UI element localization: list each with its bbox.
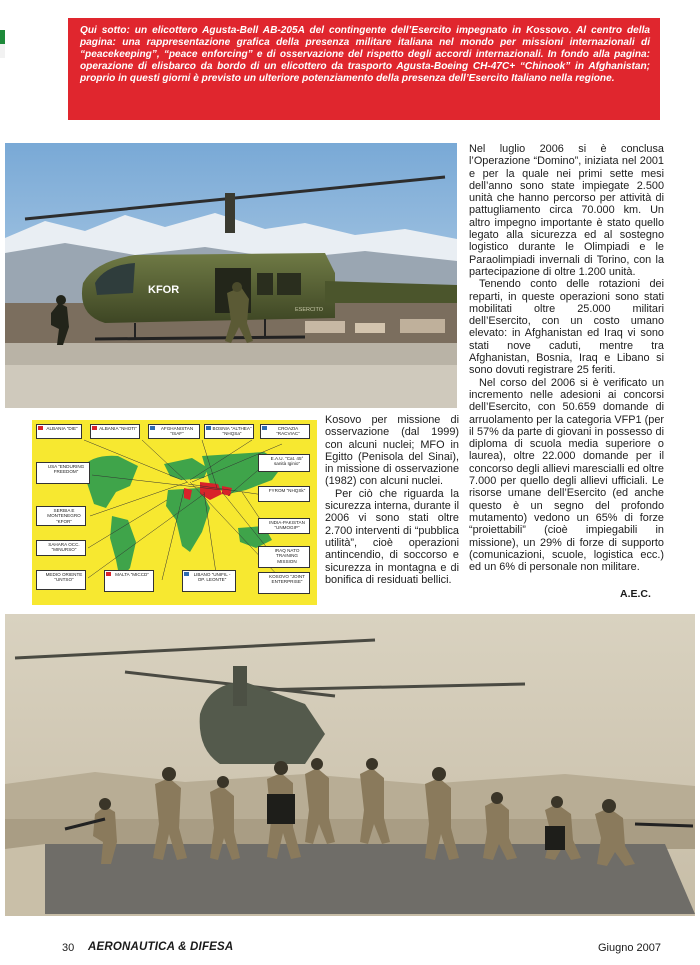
map-label-kosovo-joint-enterprise: KOSOVO “JOINT ENTERPRISE” <box>258 572 310 594</box>
map-label-albania-die: ALBANIA “DIE” <box>36 424 82 439</box>
map-label-albania-nhoti: ALBANIA “NHOTI” <box>90 424 140 439</box>
issue-date: Giugno 2007 <box>598 942 661 954</box>
right-text-column <box>469 143 664 573</box>
mid-paragraph: Per ciò che riguarda la sicurezza interna, durante il 2006 vi sono stati oltre 2.700 interventi di “pubblica utilità”, cioè operazioni antincendio, di soccorso e sicurezza in montagna e di bonifica di residuati bellici. <box>325 487 459 586</box>
esercito-marking: ESERCITO <box>295 307 324 313</box>
map-label-bosnia-althea: BOSNIA “ALTHEA” “NHQSa” <box>204 424 254 439</box>
page-number: 30 <box>62 942 75 954</box>
right-paragraph: Tenendo conto delle rotazioni dei reparti, in queste operazioni sono stati mobilitati oltre 25.000 militari dell’Esercito, con un costo umano elevato: in Afghanistan ed Iraq vi sono stati nove caduti, mentre tra Afghanistan, Bosnia, Iraq e Libano si sono dovuti registrare 25 feriti. <box>469 278 664 377</box>
author-signature: A.E.C. <box>620 588 651 600</box>
right-paragraph: Nel luglio 2006 si è conclusa l’Operazione “Domino”, iniziata nel 2001 e per la quale nei primi sette mesi dell’anno sono state impiegate 2.500 unità che hanno percorso per attività di pattugliamento circa 70.000 km. Un altro impegno importante è stato quello legato alla sicurezza ed al sostegno logistico durante le Olimpiadi e le Paraolimpiadi invernali di Torino, con la partecipazione di oltre 1.200 unità. <box>469 143 664 278</box>
map-label-eau: E.A.U. “Cat. 45° sanità Iginio” <box>258 454 310 472</box>
map-label-sahara-minurso: SAHARA OCC. “MINURSO” <box>36 540 86 556</box>
italian-missions-map <box>32 420 317 605</box>
magazine-name: AERONAUTICA & DIFESA <box>88 941 234 953</box>
middle-text-column <box>325 414 459 586</box>
right-paragraph: Nel corso del 2006 si è verificato un incremento nelle adesioni ai concorsi dell’Esercito, con 50.659 domande di arruolamento per la categoria VFP1 (per il 57% da parte di giovani in possesso di diploma di scuola media superiore o laurea), oltre 22.000 domande per il concorso degli allievi marescialli ed oltre 7.000 per quello degli allievi ufficiali. Le risorse umane dell’Esercito (ed anche questo è un segno del profondo mutamento) vedono un 65% di forze “proiettabili” (cioè impiegabili in missione), un 29% di forze di supporto (comunicazioni, scuole, logistica ecc.) ed un 6% di personale non militare. <box>469 376 664 574</box>
kfor-marking: KFOR <box>148 284 180 296</box>
map-label-iraq-nato: IRAQ NATO TRAINING MISSION <box>258 546 310 568</box>
map-label-croazia-racviac: CROAZIA “RACVIAC” <box>260 424 310 439</box>
map-label-fyrom-nhqsk: FYROM “NHQSk” <box>258 486 310 502</box>
map-label-india-pakistan: INDIA-PAKISTAN “UNMOGIP” <box>258 518 310 534</box>
map-label-afghanistan-isaf: AFGHANISTAN “ISAF” <box>148 424 200 439</box>
mid-paragraph: Kosovo per missione di osservazione (dal 1999) con alcuni nuclei; MFO in Egitto (Penisola del Sinai), in missione di osservazione (1982) con alcuni nuclei. <box>325 414 459 488</box>
photo-caption-text: Qui sotto: un elicottero Agusta-Bell AB-205A del contingente dell’Esercito impegnato in Kossovo. Al centro della pagina: una rappresentazione grafica della presenza militare italiana nel mondo per missioni internazionali di “peacekeeping”, “peace enforcing” e di osservazione del rispetto degli accordi internazionali. In fondo alla pagina: operazione di elisbarco da bordo di un elicottero da trasporto Agusta-Boeing CH-47C+ “Chinook” in Afghanistan; proprio in questi giorni è previsto un ulteriore potenziamento della presenza dell’Esercito Italiano nella regione. <box>80 25 650 85</box>
chinook-photo <box>5 614 695 916</box>
helicopter-photo <box>5 143 457 408</box>
map-label-malta-miccd: MALTA “MICCD” <box>104 570 154 592</box>
flag-mark-green <box>0 30 5 44</box>
flag-mark-white <box>0 44 5 58</box>
map-label-libano-unifil: LIBANO “UNIFIL - OP. LEONTE” <box>182 570 236 592</box>
map-label-serbia-kfor: SERBIA E MONTENEGRO “KFOR” <box>36 506 86 526</box>
photo-caption-box <box>68 18 660 120</box>
map-label-usa-enduring-freedom: USA “ENDURING FREEDOM” <box>36 462 90 484</box>
map-label-medio-oriente-untso: MEDIO ORIENTE “UNTSO” <box>36 570 86 590</box>
